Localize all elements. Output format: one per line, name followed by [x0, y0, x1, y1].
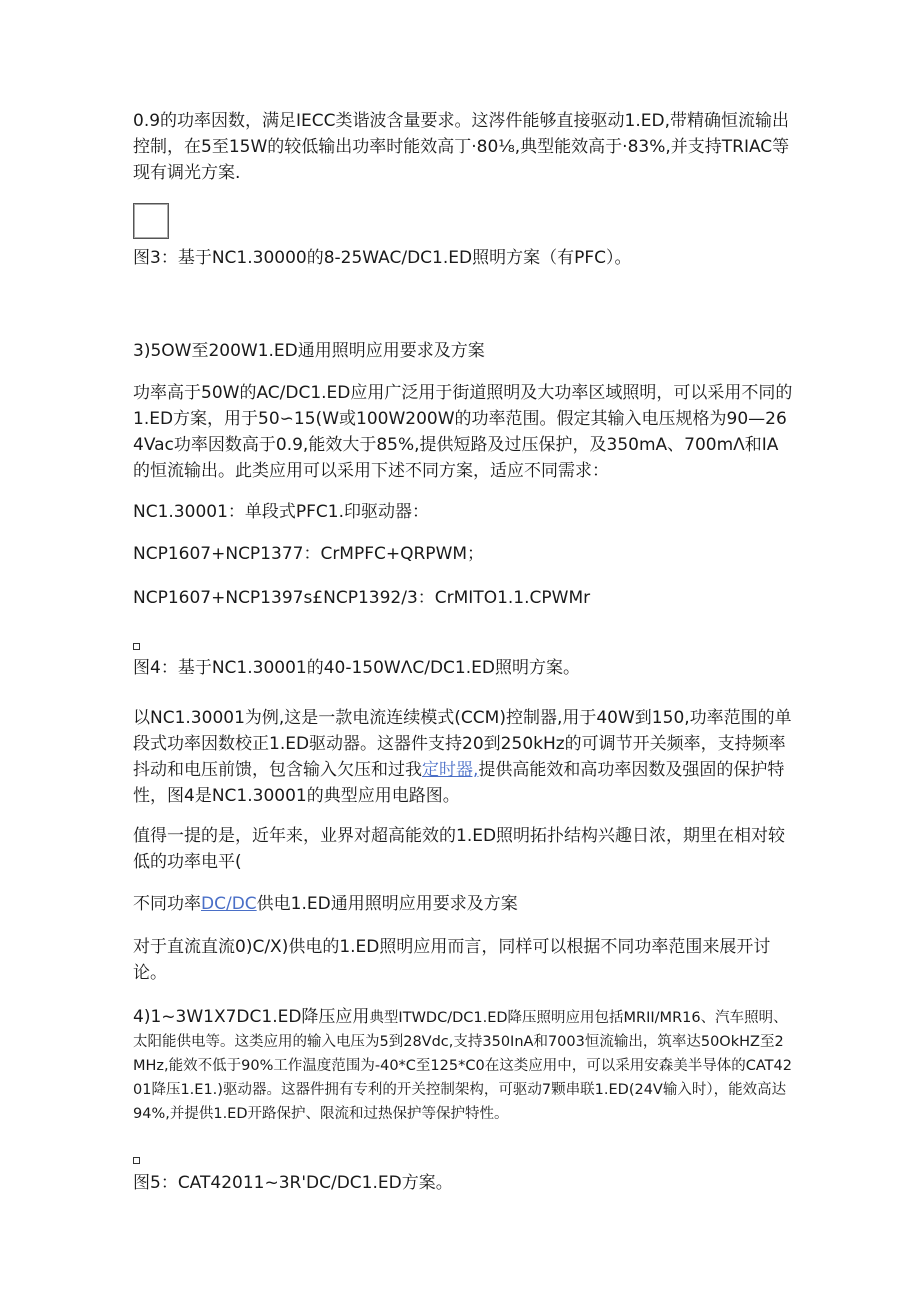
dcdc-link[interactable]: DC/DC [201, 894, 257, 914]
section-heading-3: 3)5OW至200W1.ED通用照明应用要求及方案 [133, 341, 485, 361]
image-placeholder-icon [133, 643, 140, 650]
paragraph-text: 以NC1.30001为例,这是一款电流连续模式(CCM)控制器,用于40W到150,功率范围的单段式功率因数校正1.ED驱动器。这器件支持20到250kHz的可调节开关频率，支持频率抖动和电压前馈，包含输入欠压和过我 [133, 708, 792, 780]
paragraph-50w-applications: 功率高于50W的AC/DC1.ED应用广泛用于街道照明及大功率区域照明，可以采用不同的1.ED方案，用于50∽15(W或100W200W的功率范围。假定其输入电压规格为90—264Vac功率因数高于0.9,能效大于85%,提供短路及过压保护，及350mA、700mΛ和IA的恒流输出。此类应用可以采用下述不同方案，适应不同需求： [133, 383, 793, 481]
paragraph-topology-interest: 值得一提的是，近年来，业界对超高能效的1.ED照明拓扑结构兴趣日浓，期里在相对较低的功率电平( [133, 826, 786, 872]
heading-text: 供电1.ED通用照明应用要求及方案 [256, 894, 518, 914]
figure-4-caption: 图4：基于NC1.30001的40-150WΛC/DC1.ED照明方案。 [133, 658, 580, 678]
subsection-heading: 4)1~3W1X7DC1.ED降压应用 [133, 1007, 370, 1027]
paragraph-ncl30001-description [133, 705, 793, 809]
image-placeholder-icon [133, 1157, 140, 1164]
section-heading-dcdc [133, 891, 793, 917]
paragraph-text: 典型ITWDC/DC1.ED降压照明应用包括MRII/MR16、汽车照明、太阳能供电等。这类应用的输入电压为5到28Vdc,支持350InA和7003恒流输出，筑率达50OkHZ至2MHz,能效不低于90%工作温度范围为-40*C至125*C0在这类应用中，可以采用安森美半导体的CAT4201降压1.E1.)驱动器。这器件拥有专利的开关控制架构，可驱动7颗串联1.ED(24V输入时），能效高达94%,并提供1.ED开路保护、限流和过热保护等保护特性。 [133, 1010, 792, 1122]
paragraph-1-3w-buck [133, 1005, 793, 1126]
paragraph-text: 提供高能效和高功率因数及强固的保护特性，图4是NC1.30001的典型应用电路图。 [133, 760, 785, 806]
figure-5-caption: 图5：CAT42011~3R'DC/DC1.ED方案。 [133, 1173, 453, 1193]
figure-4-image [133, 643, 793, 650]
list-item-ncp1607-ncp1377: NCP1607+NCP1377：CrMPFC+QRPWM； [133, 544, 485, 564]
image-placeholder-icon [133, 203, 169, 239]
list-item-ncp1607-ncp1397: NCP1607+NCP1397s£NCP1392/3：CrMITO1.1.CPWMr [133, 588, 591, 608]
list-item-ncl30001: NC1.30001：单段式PFC1.印驱动器： [133, 502, 430, 522]
figure-3-image [133, 203, 793, 239]
figure-5-image [133, 1157, 793, 1164]
figure-3-caption: 图3：基于NC1.30000的8-25WAC/DC1.ED照明方案（有PFC）。 [133, 248, 632, 268]
paragraph-intro: 0.9的功率因数，满足IECC类谐波含量要求。这涔件能够直接驱动1.ED,带精确恒流输出控制，在5至15W的较低输出功率时能效高丁·80⅛,典型能效高于·83%,并支持TRIAC等现有调光方案. [133, 111, 790, 183]
paragraph-dc-lighting: 对于直流直流0)C/X)供电的1.ED照明应用而言，同样可以根据不同功率范围来展开讨论。 [133, 937, 771, 983]
timer-link[interactable]: 定时器, [422, 760, 479, 780]
heading-text: 不同功率 [133, 894, 201, 914]
